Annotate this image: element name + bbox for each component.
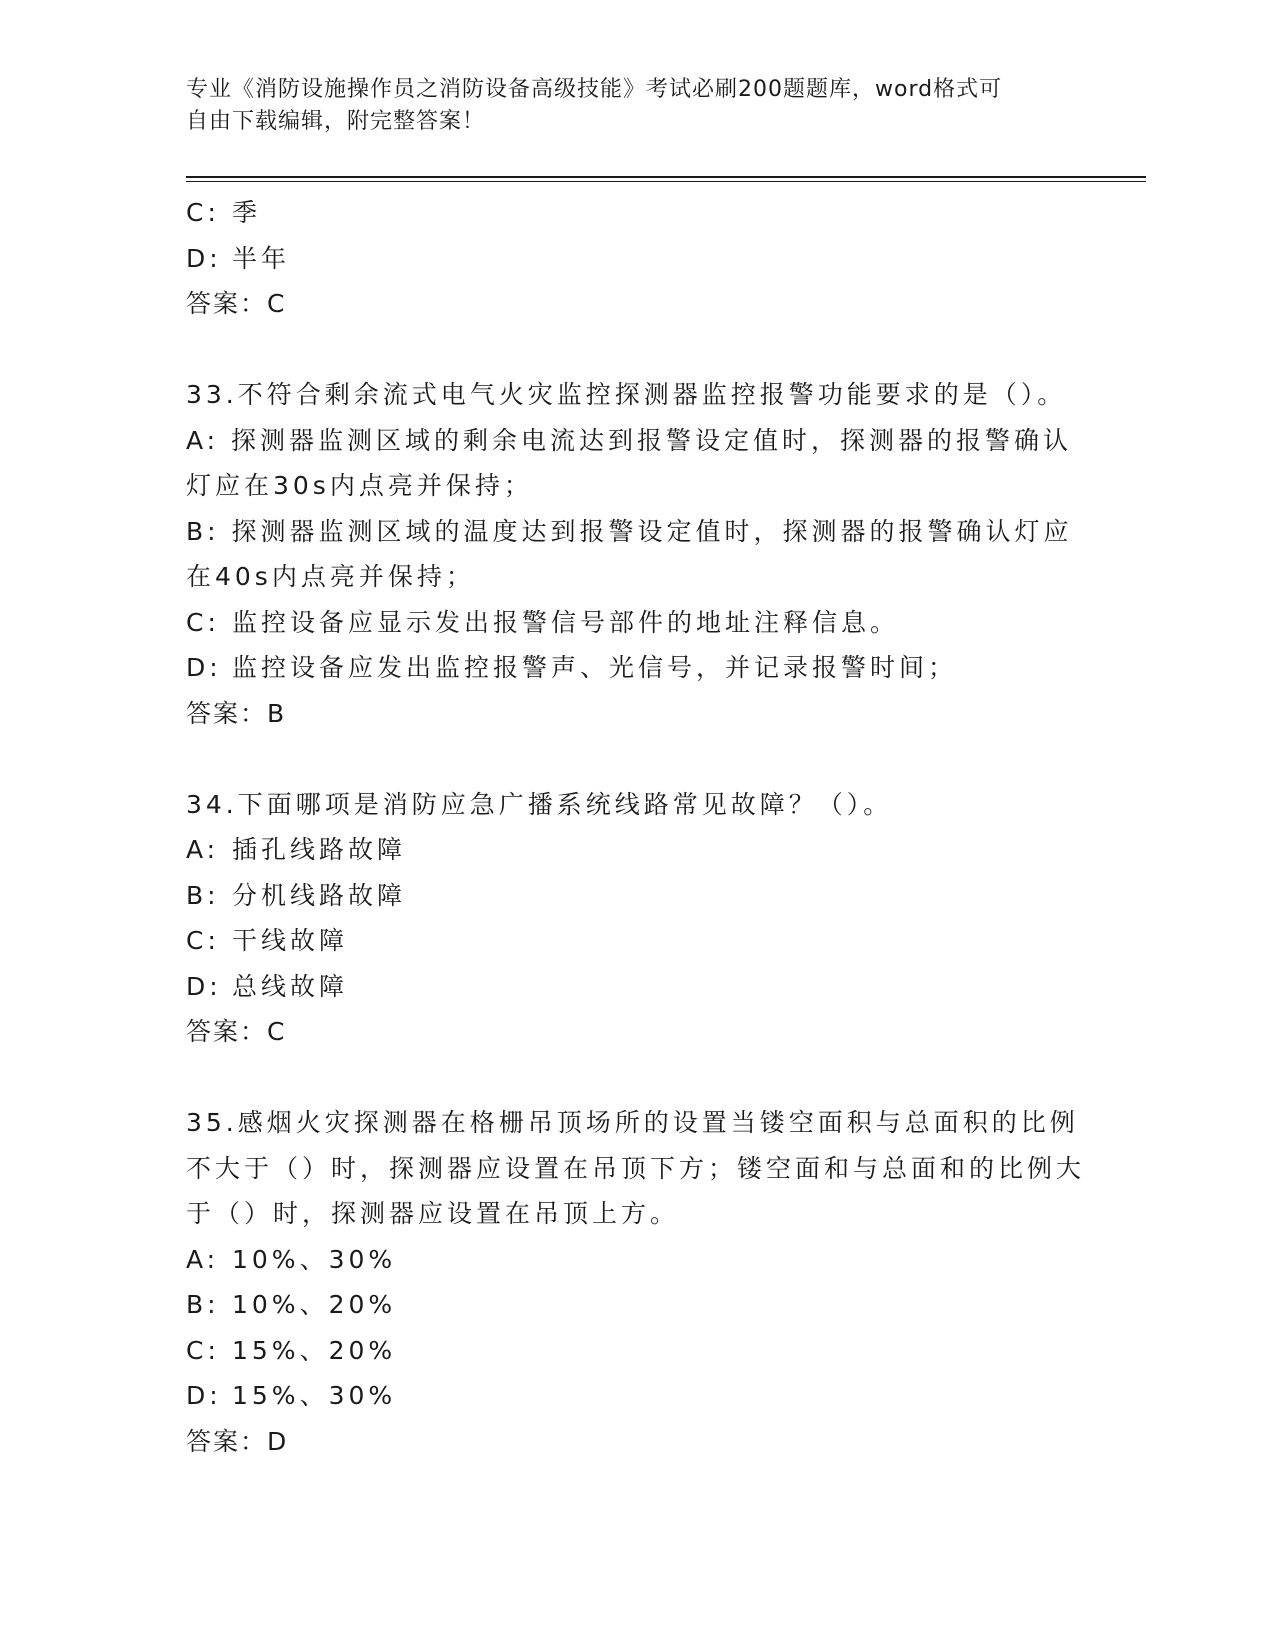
option-line [186,190,1086,236]
question-stem: 35.感烟火灾探测器在格栅吊顶场所的设置当镂空面积与总面积的比例不大于（）时，探测器应设置在吊顶下方；镂空面和与总面和的比例大于（）时，探测器应设置在吊顶上方。 [186,1108,1086,1228]
option-text: 分机线路故障 [232,880,407,910]
header-rule-thin [186,181,1146,182]
spacer [186,327,1086,373]
option-label: C: [186,607,220,637]
option-line [186,918,1086,964]
spacer [186,1055,1086,1101]
option-line [186,1373,1086,1419]
option-label: C: [186,198,220,227]
page-header [186,74,1066,138]
question-stem: 34.下面哪项是消防应急广播系统线路常见故障？（）。 [186,789,893,819]
option-text: 10%、20% [232,1290,397,1319]
option-text: 监控设备应发出监控报警声、光信号，并记录报警时间； [232,653,958,682]
option-text: 探测器监测区域的温度达到报警设定值时，探测器的报警确认灯应在40s内点亮并保持； [186,516,1073,591]
option-text: 季 [232,198,262,227]
option-line [186,1328,1086,1374]
option-label: B: [186,1290,220,1319]
spacer [186,736,1086,782]
option-label: B: [186,516,220,546]
option-text: 15%、20% [232,1335,397,1365]
header-rule-thick [186,176,1146,178]
option-label: D: [186,243,222,273]
option-line [186,236,1086,282]
option-text: 半年 [232,243,291,273]
header-title-line-2: 自由下载编辑，附完整答案！ [186,109,486,134]
option-line [186,827,1086,873]
option-line [186,418,1086,509]
option-text: 总线故障 [232,971,349,1001]
option-label: A: [186,425,220,455]
option-text: 干线故障 [232,926,349,955]
document-body [186,190,1086,1464]
question-stem: 33.不符合剩余流式电气火灾监控探测器监控报警功能要求的是（）。 [186,380,1067,409]
option-line [186,1282,1086,1328]
option-text: 10%、30% [232,1244,397,1274]
option-line [186,645,1086,691]
option-line [186,600,1086,646]
option-label: D: [186,653,222,682]
option-label: A: [186,1244,220,1274]
option-text: 监控设备应显示发出报警信号部件的地址注释信息。 [232,607,900,637]
option-label: A: [186,835,220,864]
option-text: 探测器监测区域的剩余电流达到报警设定值时，探测器的报警确认灯应在30s内点亮并保持； [186,425,1073,500]
option-label: C: [186,1335,220,1365]
answer-line: 答案：C [186,289,287,318]
option-line [186,964,1086,1010]
option-label: D: [186,1381,222,1410]
answer-line: 答案：B [186,698,287,728]
answer-line: 答案：D [186,1426,289,1456]
option-label: D: [186,971,222,1001]
option-text: 插孔线路故障 [232,835,407,864]
option-label: C: [186,926,220,955]
option-line [186,1237,1086,1283]
option-text: 15%、30% [232,1381,397,1410]
header-title-line-1: 专业《消防设施操作员之消防设备高级技能》考试必刷200题题库，word格式可 [186,77,1003,102]
answer-line: 答案：C [186,1017,287,1046]
option-line [186,509,1086,600]
option-label: B: [186,880,220,910]
option-line [186,873,1086,919]
